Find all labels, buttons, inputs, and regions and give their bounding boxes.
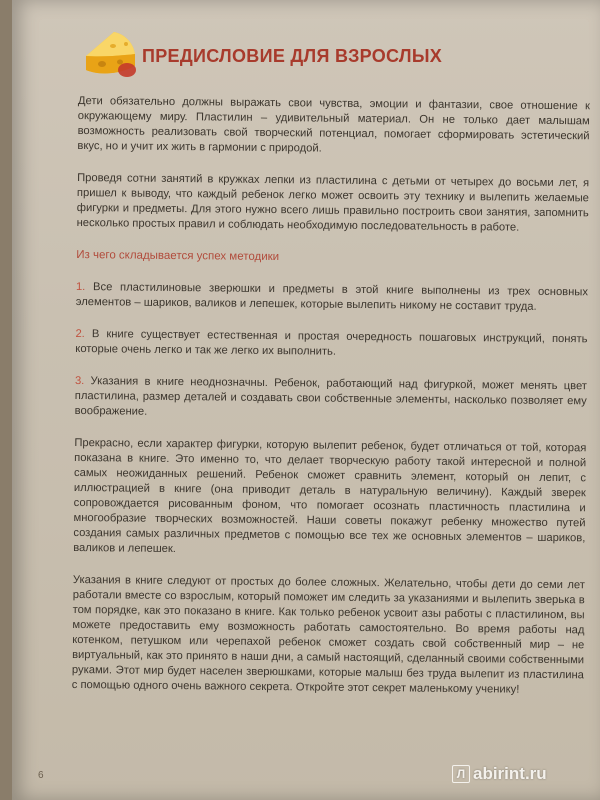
body-text: [72, 94, 590, 715]
list-item-number: 3.: [74, 374, 85, 388]
list-item: [75, 327, 587, 362]
intro-paragraph: Проведя сотни занятий в кружках лепки из пластилина с детьми от четырех до восьми лет, я пришел к выводу, что каждый ребенок легко может освоить эту технику и вылепить желаемые фигурки и предметы. Для этого нужно всего лишь правильно построить свои занятия, запомнить несколько простых правил и соблюдать необходимую последовательность в работе.: [76, 171, 590, 234]
list-item-number: 2.: [75, 327, 85, 341]
list-item-text: Все пластилиновые зверюшки и предметы в этой книге выполнены из трех основных элементов – шариков, валиков и лепешек, которые вылепить никому не составит труда.: [75, 281, 589, 313]
page-number: 6: [38, 770, 44, 781]
section-subheading: Из чего складывается успех методики: [76, 248, 280, 264]
watermark: [452, 764, 547, 784]
watermark-logo-icon: Л: [452, 765, 470, 783]
page-title: ПРЕДИСЛОВИЕ ДЛЯ ВЗРОСЛЫХ: [142, 46, 443, 66]
intro-paragraph: Дети обязательно должны выражать свои чувства, эмоции и фантазии, свое отношение к окружающему миру. Пластилин – удивительный материал. Он не только дает малышам возможность реализовать свой творческий потенциал, помогает сформировать эстетический вкус, но и учит их жить в гармонии с природой.: [77, 94, 590, 155]
page-header: [72, 22, 572, 84]
list-item-text: В книге существует естественная и простая очередность пошаговых инструкций, понять которые очень легко и так же легко их выполнить.: [75, 328, 588, 358]
cheese-icon: [80, 26, 138, 80]
list-item: [76, 280, 588, 315]
list-item: [75, 374, 587, 424]
watermark-text: abirint.ru: [473, 764, 547, 783]
list-item-text: Указания в книге неоднозначны. Ребенок, работающий над фигуркой, может менять цвет пластилина, размер деталей и создавать свои собственные элементы, насколько позволяет ему воображение.: [74, 375, 588, 418]
book-page: [12, 0, 600, 800]
closing-paragraph: Указания в книге следуют от простых до более сложных. Желательно, чтобы дети до семи лет работали вместе со взрослым, который поможет им следить за указаниями и вылепить зверька в том порядке, как это показано в книге. Как только ребенок усвоит азы работы с пластилином, вы можете предоставить ему возможность работать самостоятельно. Во время работы над котенком, петушком или черепахой ребенок сможет создать свой собственный мир – не виртуальный, как это принято в наши дни, а самый настоящий, сделанный своими собственными руками. Этот мир будет населен зверюшками, которые малыш без труда вылепит из пластилина с помощью одного очень важного секрета. Откройте этот секрет маленькому ученику!: [71, 573, 585, 696]
closing-paragraph: Прекрасно, если характер фигурки, которую вылепит ребенок, будет отличаться от той, которая показана в книге. Это именно то, что делает творческую работу такой интересной и полной самых неожиданных решений. Ребенок сможет сравнить элемент, который он лепит, с иллюстрацией в книге (она приводит деталь в натуральную величину). Каждый зверек сопровождается рисованным фоном, что помогает осознать пластичность пластилина и многообразие творческих возможностей. Наши советы покажут ребенку множество путей создания самых различных предметов с помощью все тех же основных элементов – шариков, валиков и лепешек.: [73, 436, 587, 556]
list-item-number: 1.: [75, 280, 86, 294]
